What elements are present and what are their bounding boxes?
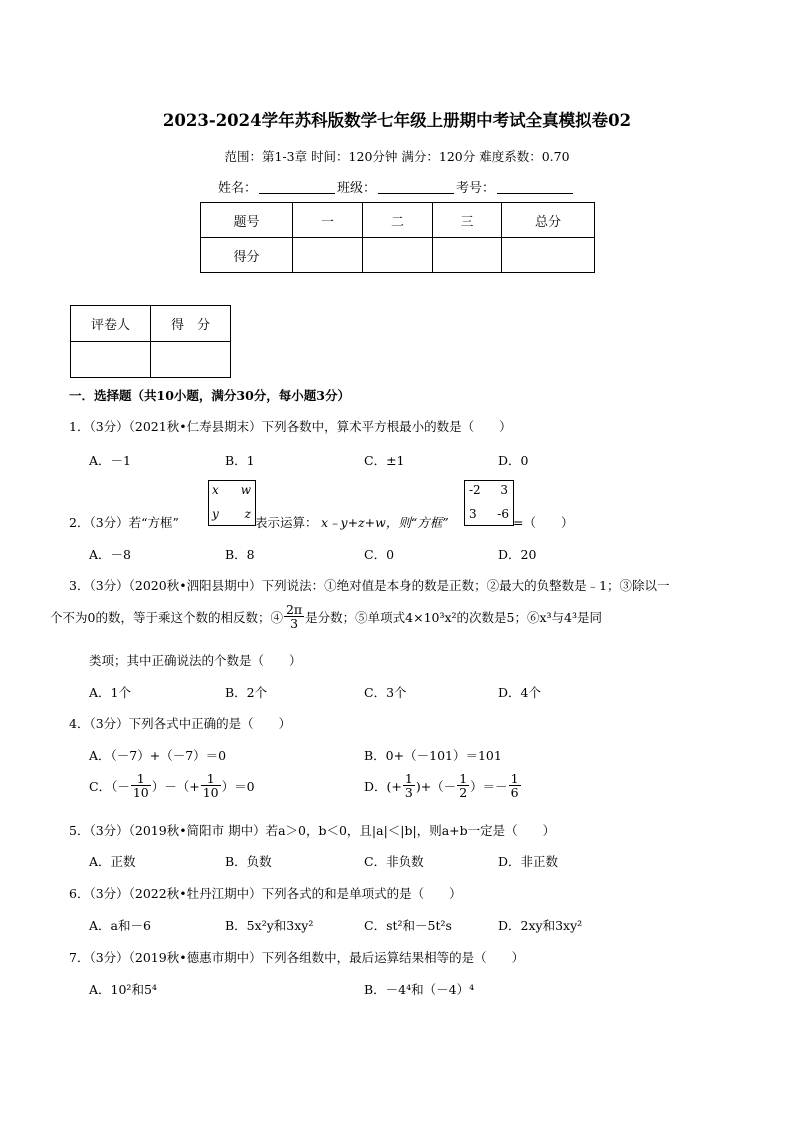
box-cell: z <box>244 507 251 521</box>
score-cell[interactable] <box>293 238 363 273</box>
question-3-line-2-end: 是分数；⑤单项式4×10³x²的次数是5；⑥x³与4³是同 <box>305 609 603 625</box>
grader-cell[interactable] <box>71 342 151 378</box>
question-2-stem-d: =（ ） <box>513 515 574 530</box>
score-header-cell: 二 <box>363 203 433 238</box>
page-title: 2023-2024学年苏科版数学七年级上册期中考试全真模拟卷02 <box>162 111 632 130</box>
question-1-stem: 1．（3分）（2021秋•仁寿县期末）下列各数中，算术平方根最小的数是（ ） <box>69 419 512 434</box>
question-4-stem: 4．（3分）下列各式中正确的是（ ） <box>69 716 292 731</box>
score-cell[interactable] <box>363 238 433 273</box>
score-row-label: 得分 <box>201 238 293 273</box>
grader-table <box>70 305 231 378</box>
question-3-line-2-start: 个不为0的数，等于乘这个数的相反数；④ <box>50 609 283 625</box>
question-3-option-b[interactable]: B．2个 <box>225 685 268 700</box>
question-3-line-3: 类项；其中正确说法的个数是（ ） <box>89 653 302 668</box>
question-2-stem-c: x﹣y+z+w，则“方框” <box>321 515 449 530</box>
question-2-option-a[interactable]: A．－8 <box>89 547 131 562</box>
box-cell: 3 <box>500 483 508 497</box>
question-5-option-d[interactable]: D．非正数 <box>498 854 559 869</box>
name-blank[interactable] <box>259 180 335 194</box>
question-1-option-a[interactable]: A．－1 <box>89 453 131 468</box>
fraction: $\frac{1}{6}$ <box>510 771 519 801</box>
question-1-option-b[interactable]: B．1 <box>225 453 255 468</box>
grader-header-cell: 评卷人 <box>71 306 151 342</box>
box-cell: -2 <box>469 483 481 497</box>
box-cell: -6 <box>497 507 509 521</box>
question-4-option-a[interactable]: A．（－7）+（－7）＝0 <box>89 748 227 763</box>
question-4-option-b[interactable]: B．0+（－101）＝101 <box>364 748 502 763</box>
question-2-option-c[interactable]: C．0 <box>364 547 395 562</box>
exam-no-blank[interactable] <box>497 180 573 194</box>
question-4-option-c[interactable]: C．（－ $\frac{1}{10}$ ）－（+ $\frac{1}{10}$ ）＝0 <box>89 771 255 801</box>
class-label: 班级： <box>337 181 377 196</box>
question-3-option-d[interactable]: D．4个 <box>498 685 541 700</box>
question-2-stem-b: 表示运算： <box>255 515 318 530</box>
name-label: 姓名： <box>218 181 258 196</box>
question-1-option-d[interactable]: D．0 <box>498 453 529 468</box>
score-table-header-row <box>201 203 595 238</box>
fraction: $\frac{1}{2}$ <box>459 771 468 801</box>
box-cell: 3 <box>469 507 477 521</box>
question-6-option-a[interactable]: A．a和－6 <box>89 918 151 933</box>
box-cell: y <box>212 507 219 521</box>
box-cell: x <box>212 483 219 497</box>
score-cell[interactable] <box>502 238 595 273</box>
question-3-option-c[interactable]: C．3个 <box>364 685 407 700</box>
question-3-line-2 <box>50 603 602 630</box>
exam-subtitle: 范围：第1-3章 时间：120分钟 满分：120分 难度系数：0.70 <box>224 149 570 164</box>
question-6-option-b[interactable]: B．5x²y和3xy² <box>225 918 314 933</box>
grader-header-cell: 得 分 <box>151 306 231 342</box>
fraction: $\frac{2\pi}{3}$ <box>285 602 303 632</box>
question-3-option-a[interactable]: A．1个 <box>89 685 131 700</box>
question-5-option-a[interactable]: A．正数 <box>89 854 136 869</box>
operation-box-definition <box>208 480 256 526</box>
question-6-stem: 6．（3分）（2022秋•牡丹江期中）下列各式的和是单项式的是（ ） <box>69 886 462 901</box>
question-5-option-b[interactable]: B．负数 <box>225 854 272 869</box>
grader-cell[interactable] <box>151 342 231 378</box>
question-5-stem: 5．（3分）（2019秋•简阳市 期中）若a＞0，b＜0，且|a|＜|b|，则a+b一定是（ ） <box>69 823 556 838</box>
question-2-option-d[interactable]: D．20 <box>498 547 537 562</box>
fraction: $\frac{1}{10}$ <box>202 771 219 801</box>
score-header-cell: 一 <box>293 203 363 238</box>
class-blank[interactable] <box>378 180 454 194</box>
student-info-line <box>218 177 575 196</box>
question-3-line-1: 3．（3分）（2020秋•泗阳县期中）下列说法：①绝对值是本身的数是正数；②最大的负整数是﹣1；③除以一 <box>69 578 670 593</box>
question-7-stem: 7．（3分）（2019秋•德惠市期中）下列各组数中，最后运算结果相等的是（ ） <box>69 950 525 965</box>
question-4-option-d[interactable]: D．(+ $\frac{1}{3}$ )+（－ $\frac{1}{2}$ ）＝－ $\frac{1}{6}$ <box>364 771 519 801</box>
question-2-stem-a: 2．（3分）若“方框” <box>69 515 179 530</box>
operation-box-question <box>464 480 514 526</box>
score-header-cell: 总分 <box>502 203 595 238</box>
question-7-option-b[interactable]: B．－4⁴和（－4）⁴ <box>364 982 475 997</box>
score-table <box>200 202 595 273</box>
exam-no-label: 考号： <box>456 181 496 196</box>
question-1-option-c[interactable]: C．±1 <box>364 453 405 468</box>
score-table-row <box>201 238 595 273</box>
question-6-option-c[interactable]: C．st²和－5t²s <box>364 918 452 933</box>
score-cell[interactable] <box>433 238 502 273</box>
fraction: $\frac{1}{10}$ <box>132 771 149 801</box>
question-5-option-c[interactable]: C．非负数 <box>364 854 424 869</box>
question-2-option-b[interactable]: B．8 <box>225 547 255 562</box>
question-6-option-d[interactable]: D．2xy和3xy² <box>498 918 583 933</box>
section-heading: 一．选择题（共10小题，满分30分，每小题3分） <box>69 388 350 403</box>
box-cell: w <box>240 483 251 497</box>
score-header-cell: 三 <box>433 203 502 238</box>
fraction: $\frac{1}{3}$ <box>404 771 413 801</box>
question-7-option-a[interactable]: A．10²和5⁴ <box>89 982 157 997</box>
score-header-cell: 题号 <box>201 203 293 238</box>
